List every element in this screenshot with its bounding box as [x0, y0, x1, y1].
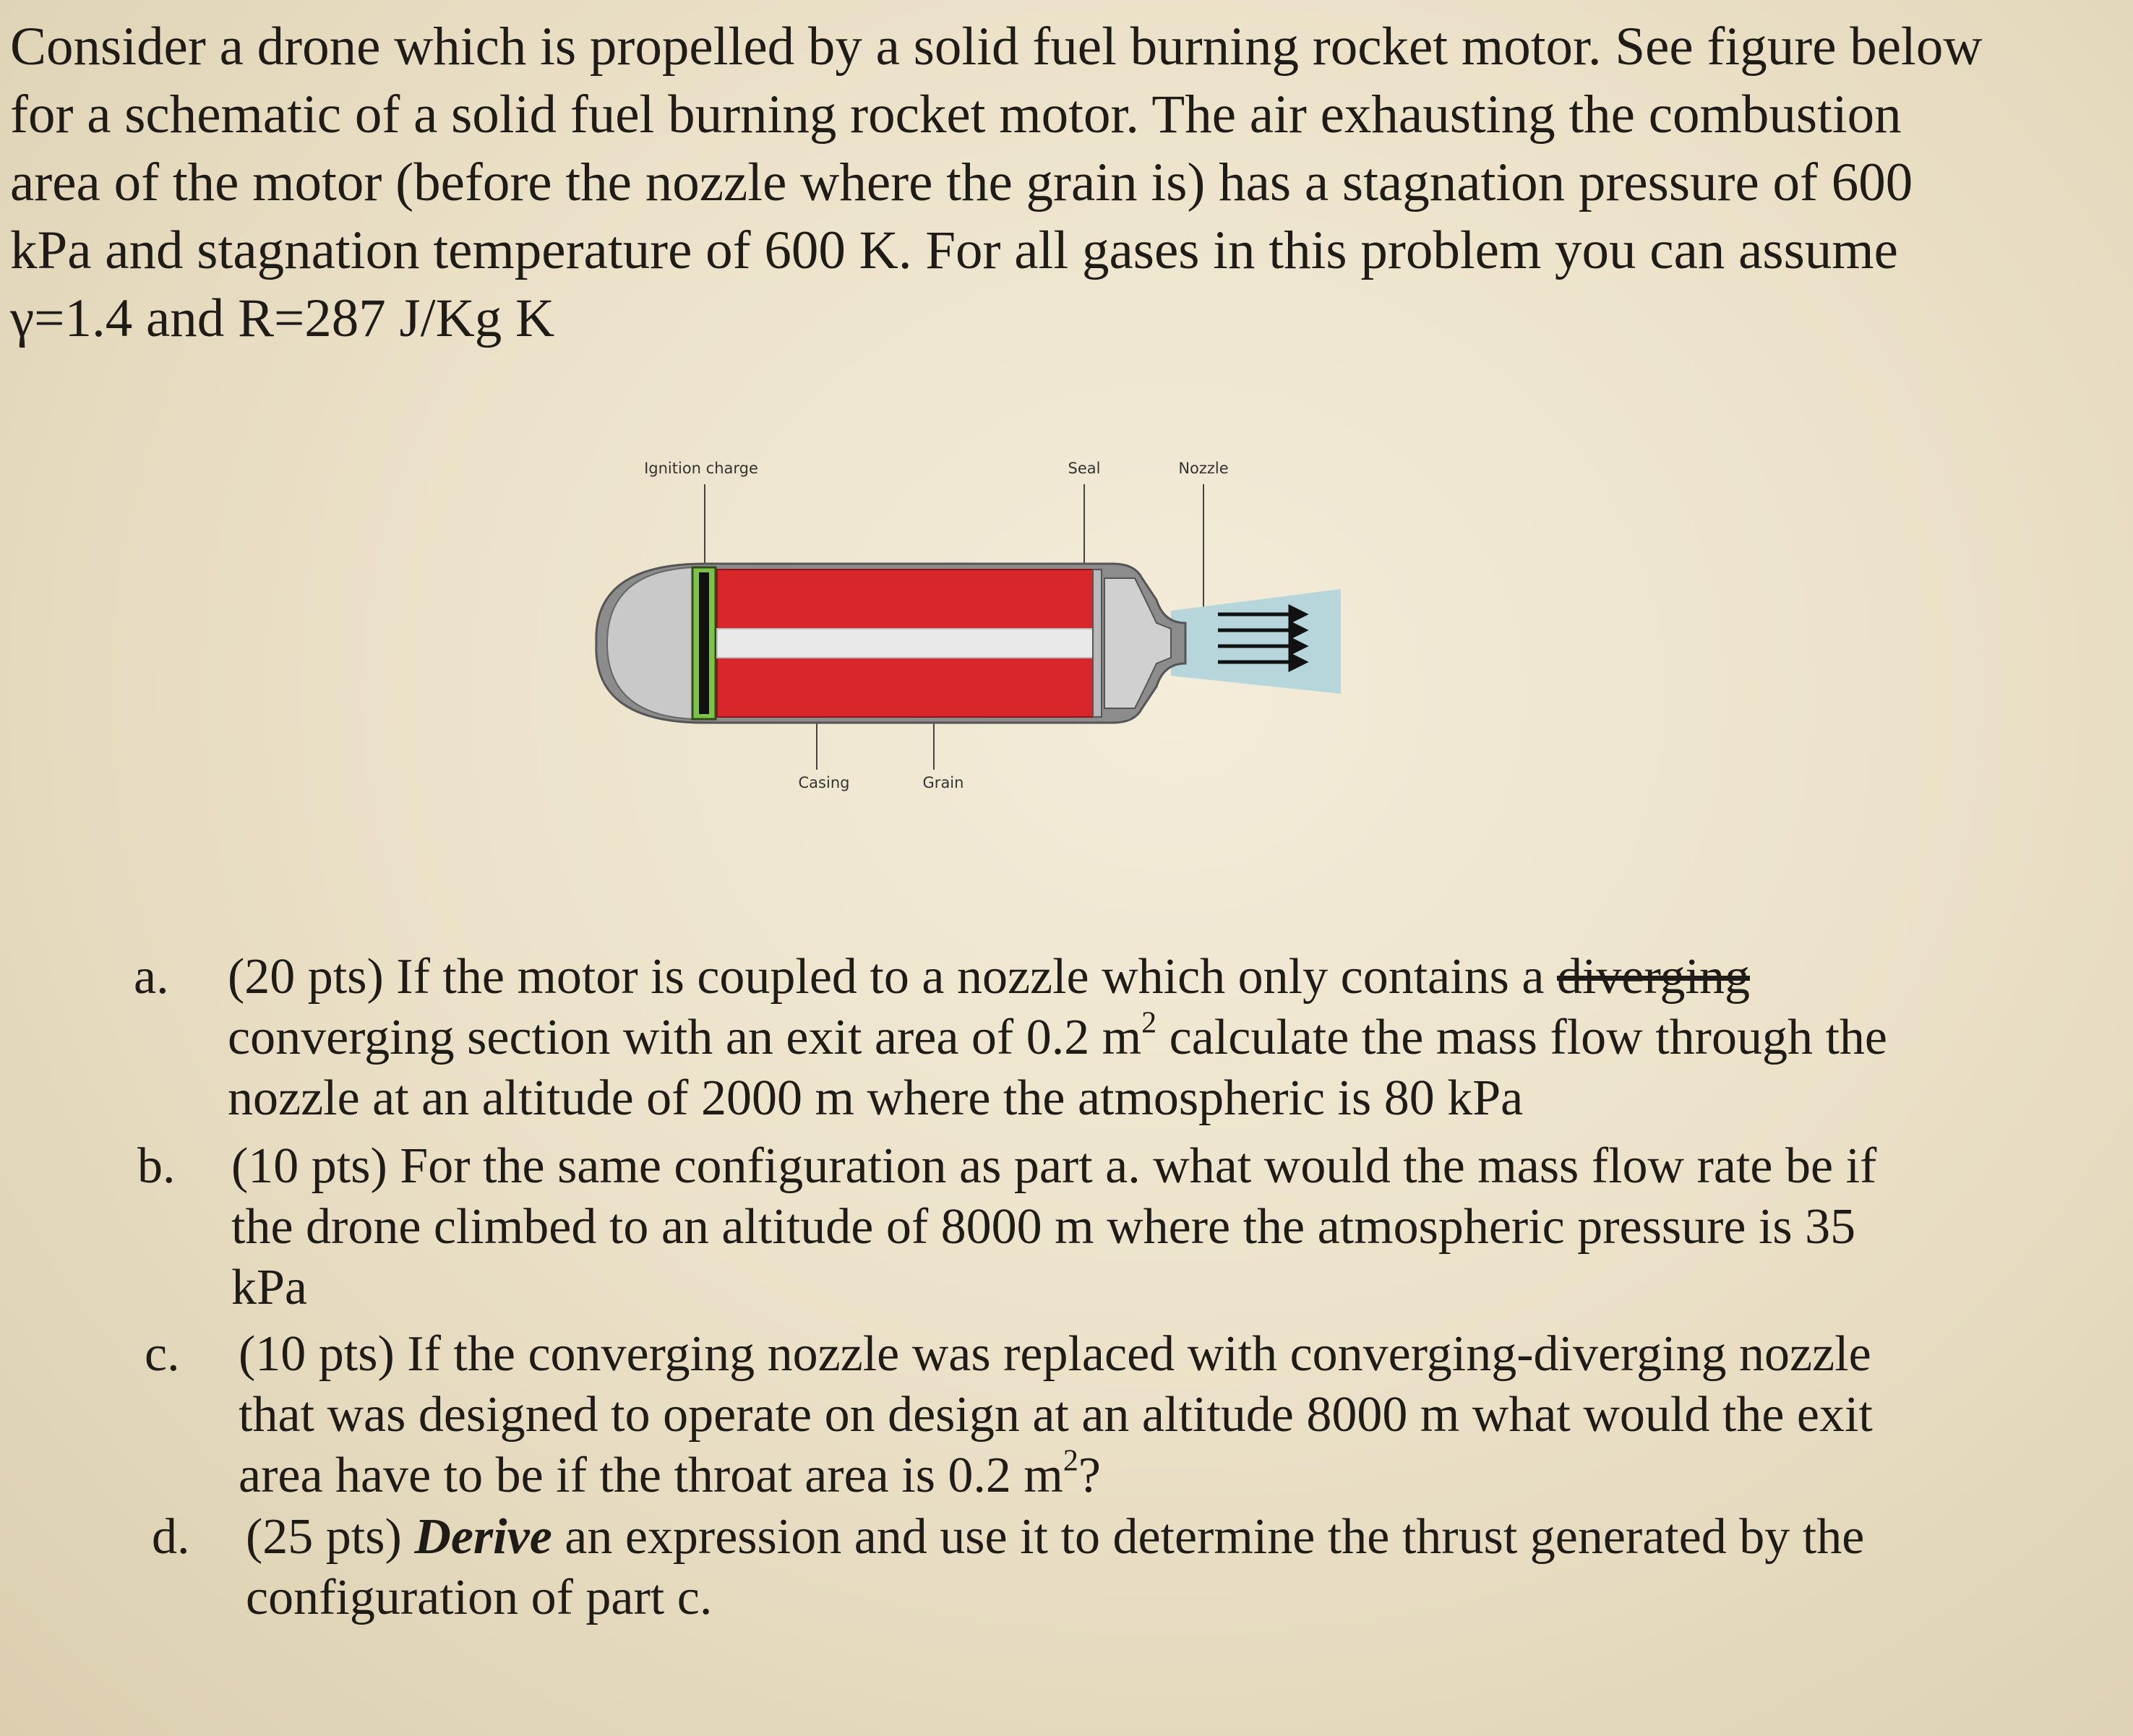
- part-a-line-3: nozzle at an altitude of 2000 m where the atmospheric is 80 kPa: [228, 1070, 1524, 1126]
- part-a-letter: a.: [134, 949, 169, 1005]
- part-b-letter: b.: [137, 1138, 176, 1194]
- label-casing: Casing: [798, 774, 850, 791]
- part-d-line-1: (25 pts) Derive an expression and use it to determine the thrust generated by the: [246, 1509, 1865, 1565]
- label-nozzle: Nozzle: [1178, 460, 1229, 477]
- intro-line-4: kPa and stagnation temperature of 600 K. For all gases in this problem you can assume: [10, 220, 1898, 280]
- part-c-letter: c.: [145, 1326, 180, 1382]
- part-a-line-2: converging section with an exit area of 0.2 $m^2$ calculate the mass flow through the: [228, 1006, 1887, 1065]
- derive-emphasis: Derive: [414, 1509, 552, 1565]
- part-b-line-1: (10 pts) For the same configuration as part a. what would the mass flow rate be if: [231, 1138, 1877, 1194]
- part-b-line-3: kPa: [231, 1260, 307, 1315]
- part-c-line-1: (10 pts) If the converging nozzle was replaced with converging-diverging nozzle: [239, 1326, 1871, 1382]
- intro-line-5: γ=1.4 and R=287 J/Kg K: [10, 288, 555, 348]
- part-b-line-2: the drone climbed to an altitude of 8000 m where the atmospheric pressure is 35: [231, 1199, 1856, 1255]
- part-d-letter: d.: [152, 1509, 190, 1565]
- part-a-line-1: (20 pts) If the motor is coupled to a nozzle which only contains a diverging: [228, 949, 1750, 1005]
- intro-line-3: area of the motor (before the nozzle where the grain is) has a stagnation pressure of 600: [10, 152, 1913, 212]
- part-c-line-2: that was designed to operate on design at an altitude 8000 m what would the exit: [239, 1387, 1873, 1443]
- intro-line-1: Consider a drone which is propelled by a solid fuel burning rocket motor. See figure below: [10, 17, 1983, 77]
- label-ignition-charge: Ignition charge: [644, 460, 758, 477]
- struck-word: diverging: [1556, 949, 1750, 1005]
- part-c-line-3: area have to be if the throat area is 0.2 $m^2$?: [239, 1444, 1101, 1503]
- part-d-line-2: configuration of part c.: [246, 1570, 713, 1625]
- label-grain: Grain: [922, 774, 964, 791]
- label-seal: Seal: [1068, 460, 1101, 477]
- intro-line-2: for a schematic of a solid fuel burning rocket motor. The air exhausting the combustion: [10, 85, 1902, 145]
